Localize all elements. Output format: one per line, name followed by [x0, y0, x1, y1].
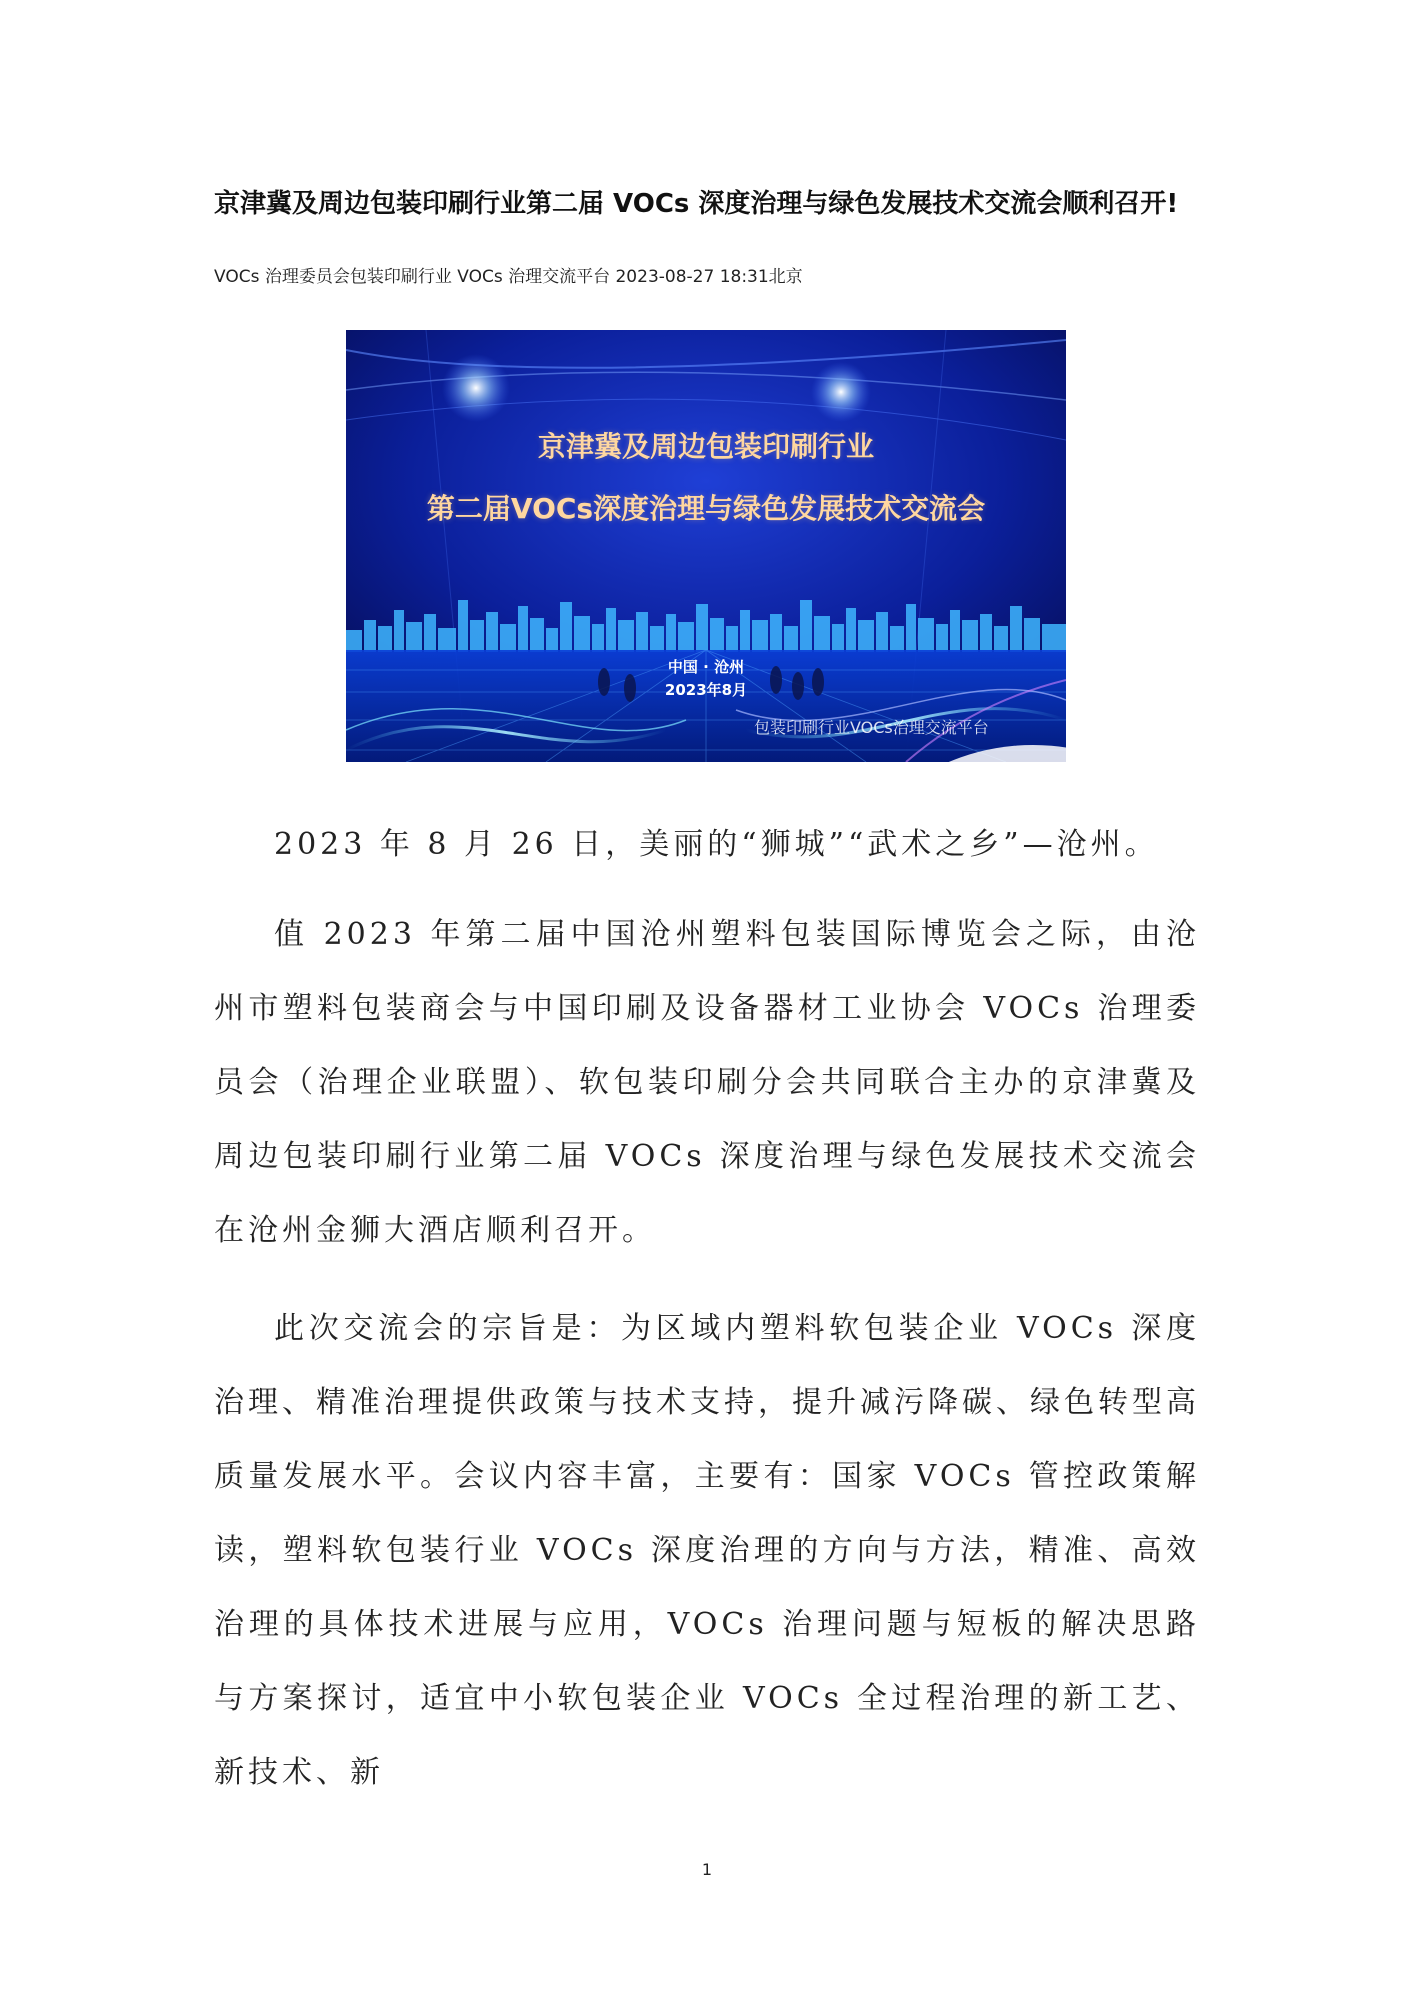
article-body: [214, 808, 1200, 1810]
page-number: 1: [701, 1860, 713, 1879]
event-banner-image: [346, 330, 1066, 762]
banner-watermark: [754, 718, 989, 738]
banner-title-line-1: 京津冀及周边包装印刷行业: [537, 430, 874, 463]
banner-title-line-2: 第二届VOCs深度治理与绿色发展技术交流会: [426, 492, 986, 525]
article-paragraph: 此次交流会的宗旨是：为区域内塑料软包装企业 VOCs 深度治理、精准治理提供政策与技术支持，提升减污降碳、绿色转型高质量发展水平。会议内容丰富，主要有：国家 VOCs 管控政策解读，塑料软包装行业 VOCs 深度治理的方向与方法，精准、高效治理的具体技术进展与应用，VOCs 治理问题与短板的解决思路与方案探讨，适宜中小软包装企业 VOCs 全过程治理的新工艺、新技术、新: [214, 1311, 1200, 1790]
article-byline: VOCs 治理委员会包装印刷行业 VOCs 治理交流平台 2023-08-27 18:31北京: [214, 267, 803, 287]
article-paragraph: 2023 年 8 月 26 日，美丽的“狮城”“武术之乡”—沧州。: [274, 827, 1159, 862]
wechat-icon: [754, 718, 1066, 762]
article-title: 京津冀及周边包装印刷行业第二届 VOCs 深度治理与绿色发展技术交流会顺利召开!: [214, 189, 1179, 219]
banner-location: 中国 · 沧州: [667, 658, 745, 676]
banner-date: 2023年8月: [664, 681, 748, 699]
article-paragraph: 值 2023 年第二届中国沧州塑料包装国际博览会之际，由沧州市塑料包装商会与中国印刷及设备器材工业协会 VOCs 治理委员会（治理企业联盟）、软包装印刷分会共同联合主办的京津冀及周边包装印刷行业第二届 VOCs 深度治理与绿色发展技术交流会在沧州金狮大酒店顺利召开。: [214, 917, 1200, 1248]
banner-watermark-text: 包装印刷行业VOCs治理交流平台: [754, 718, 989, 737]
